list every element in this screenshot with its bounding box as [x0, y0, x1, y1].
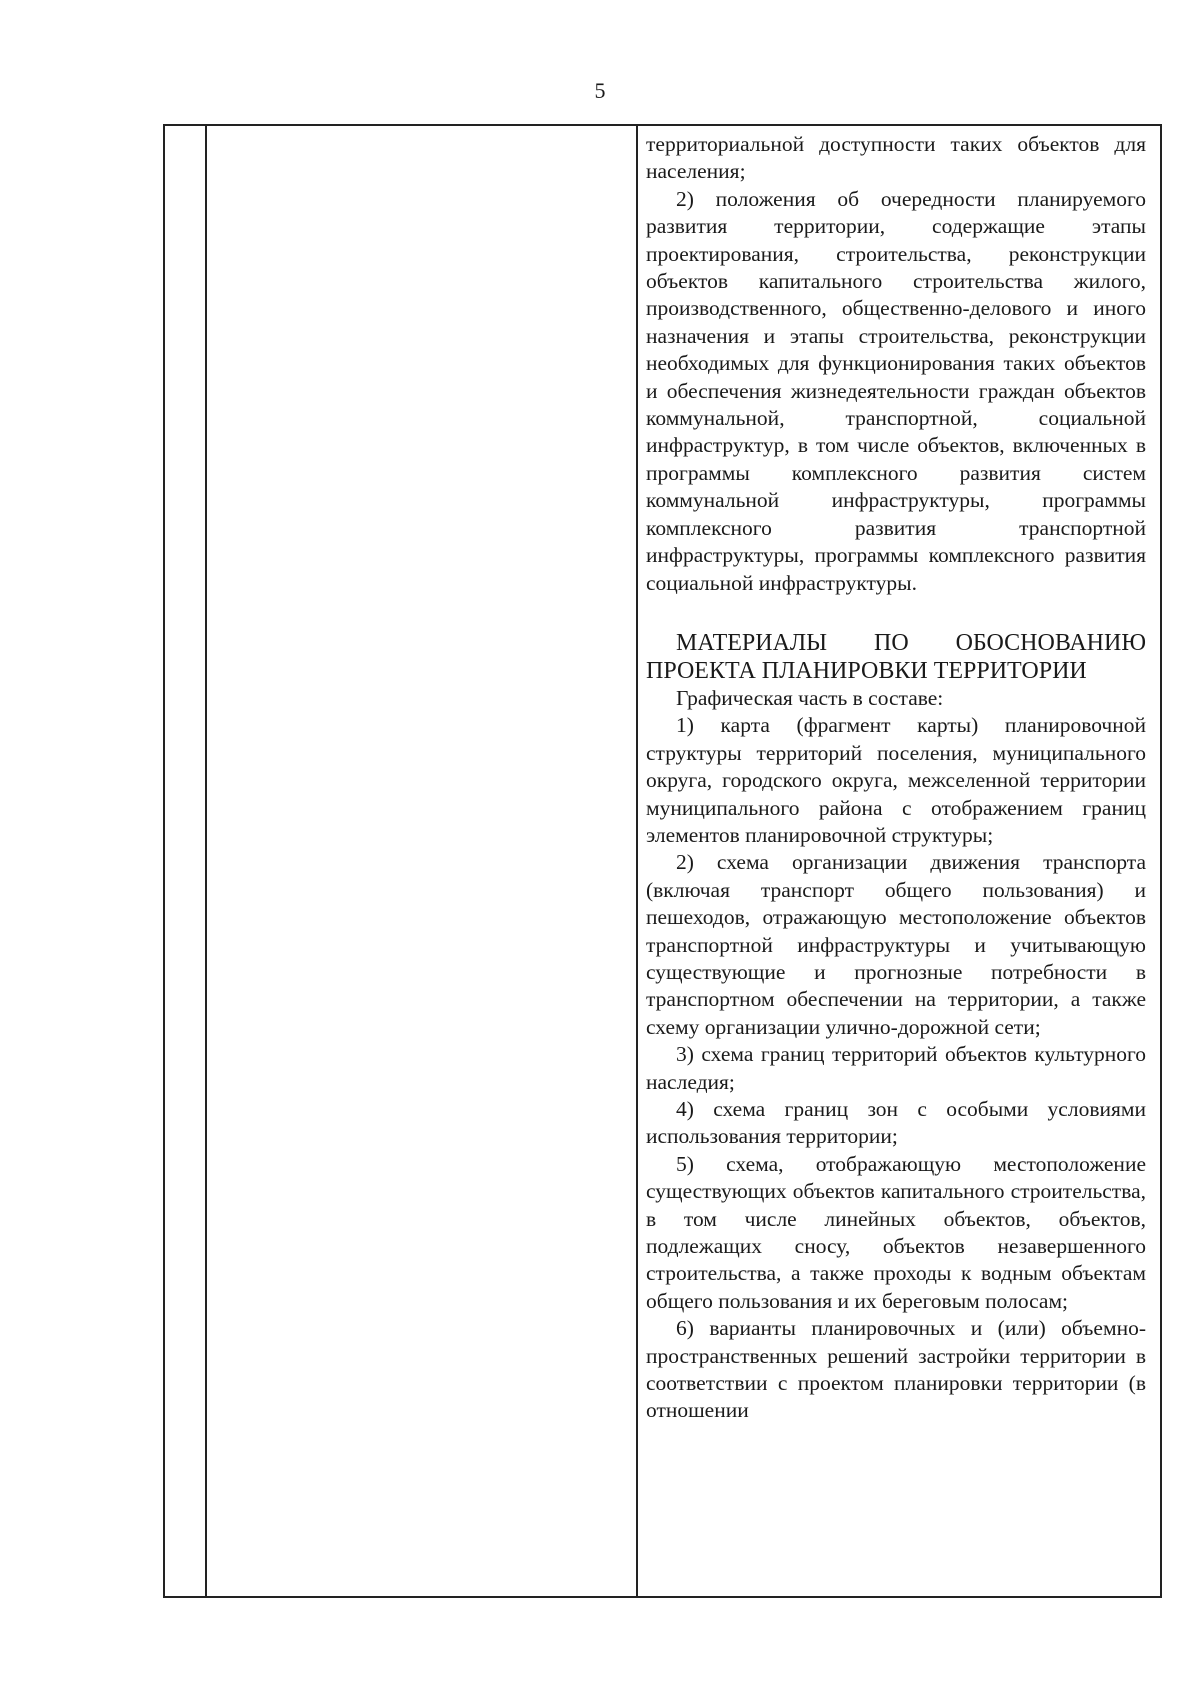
list-item: 4) схема границ зон с особыми условиями использования территории; [646, 1097, 1146, 1149]
section-heading-line-2: ПРОЕКТА ПЛАНИРОВКИ ТЕРРИТОРИИ [646, 657, 1087, 684]
section-heading-line-1: МАТЕРИАЛЫ ПО ОБОСНОВАНИЮ [676, 629, 1146, 656]
document-table [163, 124, 1162, 1598]
list-item: 3) схема границ территорий объектов культурного наследия; [646, 1042, 1146, 1094]
list-item: 6) варианты планировочных и (или) объемно-пространственных решений застройки территории в соответствии с проектом планировки территории (в отношении [646, 1316, 1146, 1423]
list-item: 1) карта (фрагмент карты) планировочной структуры территорий поселения, муниципального округа, городского округа, межселенной территории муниципального района с отображением границ элементов планировочной структуры; [646, 713, 1146, 847]
list-item: 5) схема, отображающую местоположение существующих объектов капитального строительства, в том числе линейных объектов, объектов, подлежащих сносу, объектов незавершенного строительства, а также проходы к водным объектам общего пользования и их береговым полосам; [646, 1151, 1146, 1313]
page-number: 5 [594, 78, 606, 103]
column-divider-2 [636, 126, 638, 1596]
continuation-paragraph: территориальной доступности таких объектов для населения; [646, 132, 1146, 184]
graphic-part-intro: Графическая часть в составе: [676, 685, 944, 710]
column-divider-1 [205, 126, 207, 1596]
list-item: 2) схема организации движения транспорта (включая транспорт общего пользования) и пешеходов, отражающую местоположение объектов транспортной инфраструктуры и учитывающую существующие и прогнозные потребности в транспортном обеспечении на территории, а также схему организации улично-дорожной сети; [646, 850, 1146, 1039]
item-2-paragraph: 2) положения об очередности планируемого развития территории, содержащие этапы проектирования, строительства, реконструкции объектов капитального строительства жилого, производственного, общественно-делового и иного назначения и этапы строительства, реконструкции необходимых для функционирования таких объектов и обеспечения жизнедеятельности граждан объектов коммунальной, транспортной, социальной инфраструктур, в том числе объектов, включенных в программы комплексного развития систем коммунальной инфраструктуры, программы комплексного развития транспортной инфраструктуры, программы комплексного развития социальной инфраструктуры. [646, 186, 1146, 595]
content-cell [646, 131, 1146, 1425]
